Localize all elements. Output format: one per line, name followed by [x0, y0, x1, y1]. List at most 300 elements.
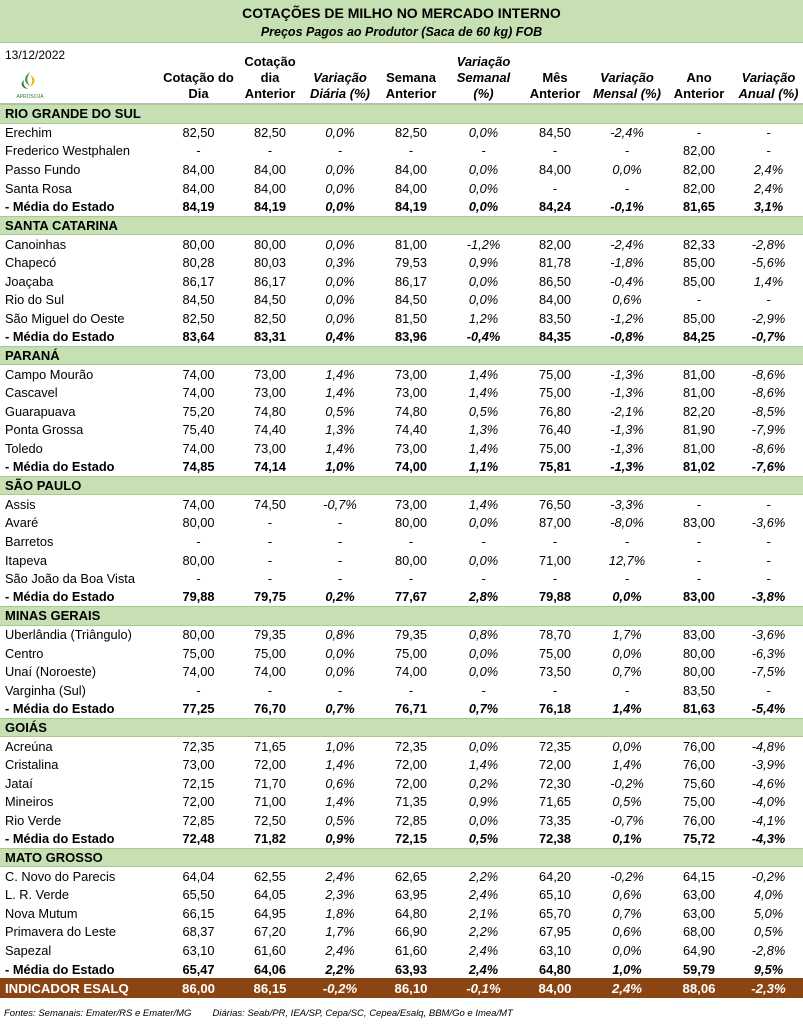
state-average-row	[0, 960, 803, 979]
column-header: Variação Anual (%)	[738, 70, 799, 101]
cell-value: 83,64	[182, 329, 215, 345]
cell-value: -7,6%	[751, 459, 786, 475]
cell-value: 65,47	[182, 961, 215, 977]
cell-value: 1,4%	[468, 440, 499, 456]
cell-value: 74,40	[253, 422, 287, 438]
cell-value: 1,1%	[468, 459, 499, 475]
cell-value: 71,70	[253, 775, 287, 791]
cell-value: -3,9%	[751, 757, 786, 773]
table-row	[0, 774, 803, 793]
cell-value: 1,4%	[325, 757, 355, 773]
cell-value: -7,9%	[751, 422, 786, 438]
row-label: Jataí	[5, 775, 33, 791]
cell-value: -0,1%	[610, 199, 644, 215]
cell-value: -7,5%	[751, 664, 786, 680]
cell-value: -8,6%	[751, 366, 786, 382]
cell-value: 73,00	[394, 497, 428, 513]
cell-value: 74,00	[253, 664, 287, 680]
cell-value: 0,5%	[753, 924, 784, 940]
cell-value: 73,00	[394, 366, 428, 382]
cell-value: -8,0%	[610, 515, 644, 531]
cell-value: 73,50	[538, 664, 572, 680]
cell-value: 86,17	[253, 273, 287, 289]
cell-value: -	[766, 143, 771, 159]
cell-value: 65,70	[538, 905, 572, 921]
cell-value: -	[337, 552, 343, 568]
row-label: C. Novo do Parecis	[5, 868, 116, 884]
row-label: MATO GROSSO	[0, 848, 803, 867]
cell-value: 0,1%	[612, 831, 642, 847]
cell-value: 1,7%	[325, 924, 355, 940]
cell-value: 1,0%	[612, 961, 642, 977]
cell-value: 0,0%	[468, 812, 499, 828]
cell-value: 0,5%	[325, 403, 355, 419]
cell-value: 0,0%	[468, 664, 499, 680]
cell-value: -0,1%	[447, 978, 520, 998]
section-header	[0, 848, 803, 867]
table-row	[0, 309, 803, 328]
cell-value: 0,0%	[612, 645, 642, 661]
cell-value: 71,65	[253, 738, 287, 754]
cell-value: 84,19	[394, 199, 428, 215]
row-label: Primavera do Leste	[5, 924, 116, 940]
table-row	[0, 514, 803, 533]
table-row	[0, 383, 803, 402]
cell-value: 86,50	[538, 273, 572, 289]
cell-value: -	[481, 533, 486, 549]
cell-value: -	[196, 533, 201, 549]
cell-value: 1,4%	[468, 385, 499, 401]
row-label: Erechim	[5, 125, 52, 141]
cell-value: 82,00	[682, 180, 716, 196]
cell-value: 82,50	[253, 310, 287, 326]
row-label: Guarapuava	[5, 403, 76, 419]
cell-value: 66,90	[394, 924, 428, 940]
cell-value: 82,50	[394, 125, 428, 141]
cell-value: -	[624, 682, 630, 698]
cell-value: -4,6%	[751, 775, 786, 791]
cell-value: 73,00	[253, 385, 287, 401]
cell-value: 64,90	[682, 943, 716, 959]
cell-value: 80,00	[394, 552, 428, 568]
cell-value: 84,50	[182, 292, 215, 308]
cell-value: 74,80	[253, 403, 287, 419]
cell-value: 3,1%	[753, 199, 784, 215]
cell-value: 65,50	[182, 887, 215, 903]
cell-value: 76,00	[682, 738, 716, 754]
row-label: Barretos	[5, 533, 54, 549]
row-label: - Média do Estado	[5, 459, 115, 475]
cell-value: -	[696, 125, 702, 141]
row-label: Itapeva	[5, 552, 47, 568]
cell-value: -	[267, 571, 273, 587]
cell-value: -	[624, 533, 630, 549]
cell-value: 0,2%	[325, 589, 355, 605]
table-row	[0, 811, 803, 830]
cell-value: -5,4%	[751, 701, 786, 717]
cell-value: 2,4%	[468, 943, 499, 959]
cell-value: 0,2%	[468, 775, 499, 791]
cell-value: 83,31	[253, 329, 287, 345]
table-row	[0, 737, 803, 756]
row-label: Toledo	[5, 440, 43, 456]
cell-value: 79,88	[182, 589, 215, 605]
cell-value: 0,0%	[325, 273, 355, 289]
cell-value: 0,9%	[468, 255, 499, 271]
cell-value: -	[196, 682, 201, 698]
table-row	[0, 179, 803, 198]
cell-value: -8,6%	[751, 385, 786, 401]
cell-value: 81,00	[682, 366, 716, 382]
cell-value: -	[552, 143, 558, 159]
table-row	[0, 625, 803, 644]
cell-value: 81,00	[394, 236, 428, 252]
column-header: Cotação do Dia	[163, 70, 234, 101]
cell-value: 2,2%	[468, 868, 499, 884]
cell-value: 72,15	[394, 831, 428, 847]
cell-value: 72,30	[538, 775, 572, 791]
cell-value: 2,2%	[325, 961, 355, 977]
cell-value: 0,9%	[325, 831, 355, 847]
cell-value: 81,02	[682, 459, 716, 475]
cell-value: -8,6%	[751, 440, 786, 456]
cell-value: 71,00	[538, 552, 572, 568]
cell-value: 0,4%	[325, 329, 355, 345]
cell-value: 72,35	[538, 738, 572, 754]
cell-value: 81,63	[682, 701, 716, 717]
cell-value: 72,35	[394, 738, 428, 754]
cell-value: -	[337, 533, 343, 549]
cell-value: 84,19	[253, 199, 287, 215]
cell-value: 12,7%	[608, 552, 646, 568]
cell-value: -	[766, 292, 771, 308]
cell-value: 0,8%	[468, 627, 499, 643]
cell-value: 1,4%	[325, 366, 355, 382]
cell-value: 77,25	[182, 701, 215, 717]
cell-value: 1,4%	[612, 757, 642, 773]
row-label: Mineiros	[5, 794, 54, 810]
cell-value: 0,0%	[325, 236, 355, 252]
cell-value: 0,5%	[325, 812, 355, 828]
cell-value: 79,75	[253, 589, 287, 605]
cell-value: 79,53	[394, 255, 428, 271]
cell-value: -0,4%	[466, 329, 501, 345]
row-label: São Miguel do Oeste	[5, 310, 125, 326]
cell-value: 82,20	[682, 403, 716, 419]
section-header	[0, 105, 803, 124]
cell-value: 76,00	[682, 757, 716, 773]
cell-value: -	[481, 143, 486, 159]
cell-value: 84,00	[394, 162, 428, 178]
cell-value: -4,3%	[751, 831, 786, 847]
state-average-row	[0, 328, 803, 347]
cell-value: -	[766, 125, 771, 141]
cell-value: 80,00	[182, 552, 215, 568]
cell-value: 1,2%	[468, 310, 499, 326]
cell-value: -	[267, 515, 273, 531]
table-row	[0, 644, 803, 663]
cell-value: -	[766, 552, 771, 568]
cell-value: 9,5%	[753, 961, 784, 977]
table-row	[0, 235, 803, 254]
quote-date: 13/12/2022	[5, 48, 66, 62]
cell-value: 0,0%	[468, 162, 499, 178]
table-row	[0, 160, 803, 179]
cell-value: 75,40	[182, 422, 215, 438]
cell-value: 80,00	[682, 664, 716, 680]
cell-value: 2,3%	[325, 887, 355, 903]
cell-value: 83,00	[682, 589, 716, 605]
cell-value: 62,55	[253, 868, 287, 884]
cell-value: 68,00	[682, 924, 716, 940]
cell-value: 0,6%	[612, 924, 642, 940]
cell-value: -	[552, 180, 558, 196]
cell-value: 80,03	[253, 255, 287, 271]
cell-value: 72,00	[182, 794, 215, 810]
state-average-row	[0, 588, 803, 607]
cell-value: 75,00	[538, 645, 572, 661]
table-header	[0, 43, 803, 104]
cell-value: 0,7%	[612, 905, 642, 921]
row-label: Campo Mourão	[5, 366, 94, 382]
cell-value: 0,6%	[612, 292, 642, 308]
cell-value: -0,7%	[610, 812, 644, 828]
cell-value: 0,0%	[468, 292, 499, 308]
section-header	[0, 476, 803, 495]
cell-value: 84,24	[538, 199, 572, 215]
table-row	[0, 551, 803, 570]
cell-value: 73,00	[253, 440, 287, 456]
price-table	[0, 104, 803, 998]
cell-value: 1,4%	[325, 794, 355, 810]
cell-value: 76,70	[253, 701, 287, 717]
row-label: Cascavel	[5, 385, 58, 401]
title-banner	[0, 0, 803, 43]
cell-value: 86,17	[182, 273, 215, 289]
table-row	[0, 867, 803, 886]
cell-value: 1,4%	[753, 273, 784, 289]
cell-value: -3,3%	[610, 497, 644, 513]
state-average-row	[0, 197, 803, 216]
cell-value: -3,6%	[751, 515, 786, 531]
cell-value: -4,1%	[751, 812, 786, 828]
cell-value: 61,60	[253, 943, 287, 959]
table-row	[0, 123, 803, 142]
cell-value: 0,6%	[325, 775, 355, 791]
cell-value: 83,00	[682, 627, 716, 643]
cell-value: 86,10	[375, 978, 447, 998]
cell-value: -	[337, 143, 343, 159]
svg-text:APROSOJA: APROSOJA	[16, 94, 44, 100]
cell-value: 81,65	[682, 199, 716, 215]
row-label: Unaí (Noroeste)	[5, 664, 97, 680]
cell-value: 74,00	[394, 664, 428, 680]
cell-value: 85,00	[682, 273, 716, 289]
cell-value: 64,20	[538, 868, 572, 884]
cell-value: 75,00	[538, 366, 572, 382]
cell-value: 0,0%	[612, 943, 642, 959]
cell-value: -2,1%	[610, 403, 644, 419]
cell-value: 85,00	[682, 310, 716, 326]
cell-value: 0,0%	[468, 738, 499, 754]
cell-value: 83,50	[538, 310, 572, 326]
cell-value: 79,35	[394, 627, 428, 643]
cell-value: 79,35	[253, 627, 287, 643]
cell-value: 0,0%	[325, 664, 355, 680]
cell-value: 74,00	[182, 497, 215, 513]
cell-value: -1,3%	[610, 459, 644, 475]
cell-value: 74,00	[394, 459, 428, 475]
cell-value: 5,0%	[753, 905, 784, 921]
table-row	[0, 662, 803, 681]
row-label: Centro	[5, 645, 44, 661]
cell-value: 0,0%	[325, 180, 355, 196]
cell-value: 2,4%	[325, 943, 355, 959]
cell-value: 84,00	[182, 162, 215, 178]
cell-value: -1,8%	[610, 255, 644, 271]
cell-value: 75,00	[538, 440, 572, 456]
cell-value: 75,00	[538, 385, 572, 401]
cell-value: -2,4%	[610, 125, 644, 141]
cell-value: -0,2%	[305, 978, 375, 998]
cell-value: 0,0%	[325, 310, 355, 326]
row-label: Santa Rosa	[5, 180, 72, 196]
cell-value: 63,10	[538, 943, 572, 959]
cell-value: 76,18	[538, 701, 572, 717]
cell-value: 72,00	[394, 775, 428, 791]
column-header: Ano Anterior	[673, 70, 725, 101]
table-row	[0, 365, 803, 384]
row-label: Sapezal	[5, 943, 52, 959]
cell-value: -1,3%	[610, 422, 644, 438]
cell-value: -0,2%	[610, 775, 644, 791]
row-label: PARANÁ	[0, 346, 803, 365]
row-label: INDICADOR ESALQ	[0, 978, 162, 998]
cell-value: -	[267, 143, 273, 159]
row-label: L. R. Verde	[5, 887, 70, 903]
cell-value: 82,50	[253, 125, 287, 141]
cell-value: 72,35	[182, 738, 215, 754]
table-row	[0, 569, 803, 588]
cell-value: -	[481, 682, 486, 698]
cell-value: 63,95	[394, 887, 428, 903]
cell-value: -0,8%	[610, 329, 644, 345]
cell-value: 1,4%	[325, 385, 355, 401]
cell-value: 1,0%	[325, 459, 355, 475]
cell-value: 0,0%	[612, 162, 642, 178]
row-label: SÃO PAULO	[0, 476, 803, 495]
cell-value: 71,82	[253, 831, 287, 847]
row-label: - Média do Estado	[5, 199, 115, 215]
row-label: MINAS GERAIS	[0, 607, 803, 626]
cell-value: -4,0%	[751, 794, 786, 810]
cell-value: 75,00	[682, 794, 716, 810]
cell-value: -2,9%	[751, 310, 786, 326]
cell-value: -	[766, 533, 771, 549]
cell-value: 72,48	[182, 831, 215, 847]
cell-value: 1,4%	[468, 757, 499, 773]
cell-value: 0,0%	[325, 125, 355, 141]
cell-value: 84,00	[538, 162, 572, 178]
cell-value: 71,35	[394, 794, 428, 810]
cell-value: -	[267, 682, 273, 698]
cell-value: -3,6%	[751, 627, 786, 643]
cell-value: 0,9%	[468, 794, 499, 810]
cell-value: 87,00	[538, 515, 572, 531]
cell-value: -1,3%	[610, 385, 644, 401]
cell-value: 83,96	[394, 329, 428, 345]
row-label: Assis	[5, 497, 36, 513]
cell-value: -	[696, 571, 702, 587]
cell-value: 0,0%	[468, 515, 499, 531]
cell-value: 81,50	[394, 310, 428, 326]
cell-value: -	[267, 552, 273, 568]
cell-value: 81,00	[682, 440, 716, 456]
cell-value: -1,3%	[610, 366, 644, 382]
cell-value: 82,33	[682, 236, 716, 252]
cell-value: 1,8%	[325, 905, 355, 921]
row-label: Frederico Westphalen	[5, 143, 130, 159]
cell-value: -	[552, 571, 558, 587]
cell-value: 0,5%	[468, 831, 499, 847]
row-label: Joaçaba	[5, 273, 54, 289]
table-row	[0, 885, 803, 904]
cell-value: 2,4%	[468, 887, 499, 903]
row-label: - Média do Estado	[5, 701, 115, 717]
cell-value: -0,4%	[610, 273, 644, 289]
cell-value: 85,00	[682, 255, 716, 271]
cell-value: -	[196, 143, 201, 159]
cell-value: -	[552, 682, 558, 698]
cell-value: 82,00	[682, 143, 716, 159]
cell-value: 76,80	[538, 403, 572, 419]
cell-value: 2,4%	[468, 961, 499, 977]
cell-value: 1,7%	[612, 627, 642, 643]
table-row	[0, 755, 803, 774]
cell-value: 84,50	[538, 125, 572, 141]
cell-value: 86,15	[235, 978, 305, 998]
cell-value: 72,38	[538, 831, 572, 847]
cell-value: 79,88	[538, 589, 572, 605]
row-label: Rio do Sul	[5, 292, 65, 308]
cell-value: 0,7%	[612, 664, 642, 680]
cell-value: 0,0%	[325, 645, 355, 661]
cell-value: 75,00	[394, 645, 428, 661]
table-row	[0, 923, 803, 942]
esalq-indicator-row	[0, 978, 803, 998]
row-label: Canoinhas	[5, 236, 67, 252]
row-label: - Média do Estado	[5, 961, 115, 977]
cell-value: -	[696, 292, 702, 308]
cell-value: 84,19	[182, 199, 215, 215]
cell-value: -2,4%	[610, 236, 644, 252]
cell-value: -	[552, 533, 558, 549]
cell-value: 67,95	[538, 924, 572, 940]
row-label: Chapecó	[5, 255, 57, 271]
cell-value: -	[766, 571, 771, 587]
cell-value: -	[337, 515, 343, 531]
row-label: Avaré	[5, 515, 39, 531]
cell-value: 84,25	[682, 329, 716, 345]
row-label: Cristalina	[5, 757, 59, 773]
cell-value: 0,0%	[612, 738, 642, 754]
cell-value: 84,35	[538, 329, 572, 345]
column-header: Semana Anterior	[385, 70, 437, 101]
table-row	[0, 941, 803, 960]
row-label: Varginha (Sul)	[5, 682, 86, 698]
table-row	[0, 439, 803, 458]
state-average-row	[0, 458, 803, 477]
